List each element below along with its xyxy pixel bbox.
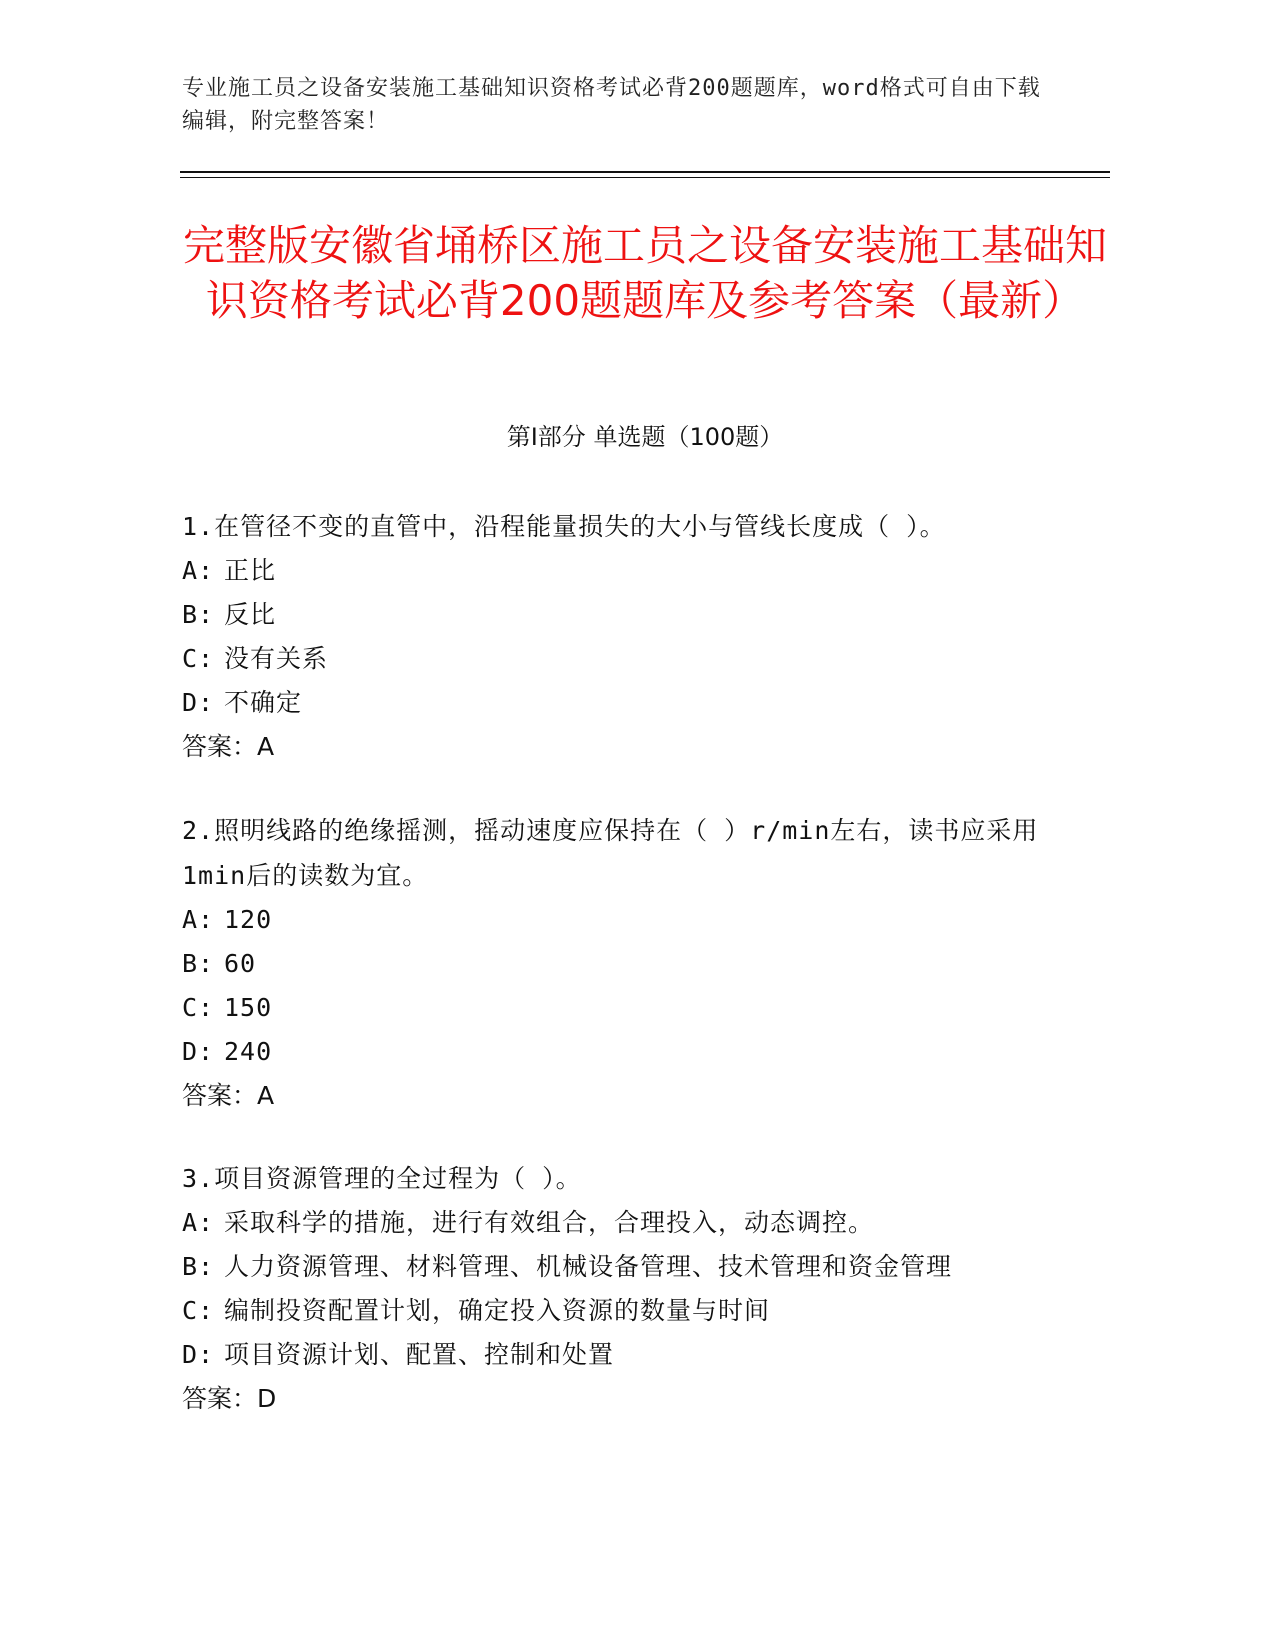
question-2 — [182, 808, 1082, 1118]
option-c — [182, 1289, 1082, 1333]
answer-line — [182, 1377, 1082, 1421]
option-text: 编制投资配置计划，确定投入资源的数量与时间 — [224, 1296, 771, 1325]
option-b — [182, 942, 1082, 986]
option-key: D: — [182, 1340, 215, 1369]
option-text: 正比 — [224, 556, 277, 585]
option-text: 没有关系 — [224, 644, 329, 673]
option-key: D: — [182, 1037, 215, 1066]
option-key: A: — [182, 1208, 215, 1237]
option-text: 150 — [224, 993, 273, 1022]
option-b — [182, 593, 1082, 637]
option-key: B: — [182, 600, 215, 629]
option-key: A: — [182, 556, 215, 585]
option-key: D: — [182, 688, 215, 717]
header-divider-thin — [180, 177, 1110, 178]
question-stem: 2.照明线路的绝缘摇测，摇动速度应保持在（ ）r/min左右，读书应采用1min后的读数为宜。 — [182, 816, 1039, 890]
answer-line — [182, 725, 1082, 769]
option-text: 项目资源计划、配置、控制和处置 — [224, 1340, 615, 1369]
option-text: 人力资源管理、材料管理、机械设备管理、技术管理和资金管理 — [224, 1252, 953, 1281]
option-text: 采取科学的措施，进行有效组合，合理投入，动态调控。 — [224, 1208, 875, 1237]
option-text: 60 — [224, 949, 257, 978]
option-key: B: — [182, 1252, 215, 1281]
option-key: C: — [182, 644, 215, 673]
question-3 — [182, 1156, 1082, 1421]
option-text: 反比 — [224, 600, 277, 629]
answer-prefix: 答案： — [182, 1384, 258, 1413]
option-d — [182, 1030, 1082, 1074]
header-divider-thick — [180, 171, 1110, 173]
section-title: 第I部分 单选题（100题） — [506, 423, 784, 451]
answer-prefix: 答案： — [182, 732, 258, 761]
option-text: 240 — [224, 1037, 273, 1066]
answer-line — [182, 1074, 1082, 1118]
answer-value: D — [257, 1384, 277, 1413]
option-c — [182, 637, 1082, 681]
header-note: 专业施工员之设备安装施工基础知识资格考试必背200题题库，word格式可自由下载编辑，附完整答案！ — [182, 76, 1041, 134]
option-key: B: — [182, 949, 215, 978]
option-a — [182, 1201, 1082, 1245]
option-d — [182, 681, 1082, 725]
question-stem: 1.在管径不变的直管中，沿程能量损失的大小与管线长度成（ ）。 — [182, 512, 946, 541]
option-text: 不确定 — [224, 688, 303, 717]
option-a — [182, 898, 1082, 942]
option-key: A: — [182, 905, 215, 934]
option-key: C: — [182, 1296, 215, 1325]
answer-prefix: 答案： — [182, 1081, 258, 1110]
option-c — [182, 986, 1082, 1030]
document-title: 完整版安徽省埇桥区施工员之设备安装施工基础知识资格考试必背200题题库及参考答案（最新） — [182, 221, 1107, 325]
option-key: C: — [182, 993, 215, 1022]
option-text: 120 — [224, 905, 273, 934]
answer-value: A — [257, 1081, 275, 1110]
answer-value: A — [257, 732, 275, 761]
option-b — [182, 1245, 1082, 1289]
question-stem: 3.项目资源管理的全过程为（ ）。 — [182, 1164, 582, 1193]
option-d — [182, 1333, 1082, 1377]
option-a — [182, 549, 1082, 593]
question-1 — [182, 504, 1082, 769]
